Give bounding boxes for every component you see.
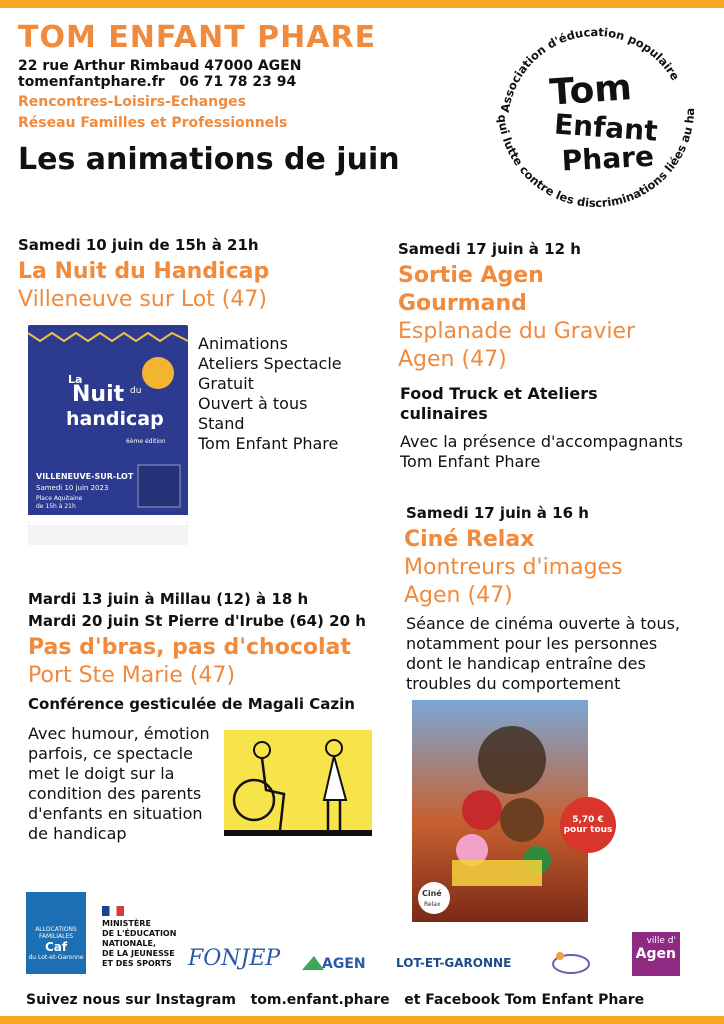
event2-highlight bbox=[400, 384, 598, 424]
event3-place-2: Agen (47) bbox=[404, 583, 513, 608]
event1-item: Ouvert à tous bbox=[198, 394, 308, 413]
ville-agen-line-2: Agen bbox=[635, 946, 676, 962]
event4-line: de handicap bbox=[28, 824, 127, 843]
poster-town: VILLENEUVE-SUR-LOT bbox=[36, 472, 134, 481]
event1-item: Gratuit bbox=[198, 374, 254, 393]
org-logo bbox=[480, 14, 710, 224]
event1-item: Stand bbox=[198, 414, 245, 433]
event2-text-2: Tom Enfant Phare bbox=[400, 452, 541, 471]
ministry-line-2: DE L'ÉDUCATION bbox=[102, 929, 177, 938]
event3-date: Samedi 17 juin à 16 h bbox=[406, 504, 589, 522]
caf-text-1: ALLOCATIONS bbox=[35, 926, 77, 933]
caf-logo bbox=[26, 892, 86, 974]
ministry-logo bbox=[102, 906, 176, 969]
facebook-handle[interactable]: Tom Enfant Phare bbox=[504, 992, 645, 1008]
event2-text-1: Avec la présence d'accompagnants bbox=[400, 432, 683, 451]
event1-items bbox=[198, 334, 342, 454]
poster-la: La bbox=[68, 373, 83, 386]
movie-poster-graphic bbox=[412, 700, 588, 922]
price-value: 5,70 € bbox=[572, 815, 604, 825]
poster-sponsors-strip bbox=[28, 525, 188, 545]
event1-item: Animations bbox=[198, 334, 288, 353]
parents-pictogram-icon bbox=[224, 730, 372, 836]
facebook-prefix: et Facebook bbox=[404, 992, 500, 1008]
poster-handicap: handicap bbox=[66, 408, 164, 430]
ville-agen-logo bbox=[632, 932, 680, 976]
event2-date: Samedi 17 juin à 12 h bbox=[398, 240, 581, 258]
ville-agen-line-1: ville d' bbox=[646, 936, 676, 946]
event2-title-2: Gourmand bbox=[398, 291, 527, 316]
movie-poster bbox=[412, 700, 588, 922]
tagline-2: Réseau Familles et Professionnels bbox=[18, 115, 288, 131]
poster-graphic bbox=[28, 325, 188, 523]
event3-line: notamment pour les personnes bbox=[406, 634, 658, 653]
logo-word-phare: Phare bbox=[560, 139, 655, 178]
event4-line: parfois, ce spectacle bbox=[28, 744, 193, 763]
poster-hours: de 15h à 21h bbox=[36, 503, 76, 510]
poster-date: Samedi 10 juin 2023 bbox=[36, 484, 109, 492]
partner-logo bbox=[548, 948, 594, 978]
event2-bold-1: Food Truck et Ateliers bbox=[400, 384, 598, 403]
page-headline: Les animations de juin bbox=[18, 142, 400, 177]
top-bar bbox=[0, 0, 724, 8]
nuit-handicap-poster bbox=[28, 325, 188, 523]
event2-desc bbox=[400, 432, 683, 472]
poster-edition: 6ème édition bbox=[126, 438, 166, 445]
agen-text: AGEN bbox=[322, 956, 366, 972]
event3-desc bbox=[406, 614, 721, 694]
event4-date-1: Mardi 13 juin à Millau (12) à 18 h bbox=[28, 590, 309, 608]
event4-subtitle: Conférence gesticulée de Magali Cazin bbox=[28, 695, 355, 713]
logo-word-enfant: Enfant bbox=[553, 107, 659, 148]
logo-word-tom: Tom bbox=[548, 67, 634, 114]
event4-line: met le doigt sur la bbox=[28, 764, 175, 783]
event2-place-1: Esplanade du Gravier bbox=[398, 319, 636, 344]
event1-item: Ateliers Spectacle bbox=[198, 354, 342, 373]
caf-text-4: du Lot-et-Garonne bbox=[28, 954, 84, 961]
logo-graphic bbox=[480, 14, 710, 224]
tagline-1: Rencontres-Loisirs-Echanges bbox=[18, 94, 246, 110]
event2-title-1: Sortie Agen bbox=[398, 263, 544, 288]
agen-agglo-logo bbox=[300, 950, 366, 978]
partner-icon bbox=[548, 948, 594, 978]
poster-place: Place Aquitaine bbox=[36, 495, 83, 502]
social-prefix: Suivez nous sur Instagram bbox=[26, 992, 236, 1008]
taglines bbox=[18, 92, 287, 134]
ministry-line-4: DE LA JEUNESSE bbox=[102, 949, 175, 958]
event3-line: troubles du comportement bbox=[406, 674, 621, 693]
event1-date: Samedi 10 juin de 15h à 21h bbox=[18, 236, 259, 254]
event4-place: Port Ste Marie (47) bbox=[28, 663, 236, 688]
event4-line: condition des parents bbox=[28, 784, 202, 803]
ministry-line-3: NATIONALE, bbox=[102, 939, 156, 948]
event3-line: Séance de cinéma ouverte à tous, bbox=[406, 614, 680, 633]
event4-line: Avec humour, émotion bbox=[28, 724, 210, 743]
event4-title: Pas d'bras, pas d'chocolat bbox=[28, 635, 351, 660]
event3-title: Ciné Relax bbox=[404, 527, 535, 552]
event1-place: Villeneuve sur Lot (47) bbox=[18, 287, 267, 312]
ministry-line-5: ET DES SPORTS bbox=[102, 959, 172, 968]
event3-place-1: Montreurs d'images bbox=[404, 555, 623, 580]
fonjep-logo: FONJEP bbox=[188, 946, 281, 971]
event2-bold-2: culinaires bbox=[400, 404, 488, 423]
event4-line: d'enfants en situation bbox=[28, 804, 203, 823]
event4-desc bbox=[28, 724, 210, 844]
event2-place-2: Agen (47) bbox=[398, 347, 507, 372]
contact-block bbox=[18, 58, 301, 90]
logo-circle-bottom: qui lutte contre les discriminations liées au ha bbox=[495, 107, 698, 211]
logo-circle-top: Association d'éducation populaire bbox=[497, 24, 683, 114]
cine-relax-cine: Ciné bbox=[422, 889, 442, 898]
event1-item: Tom Enfant Phare bbox=[198, 434, 339, 453]
parents-pictogram bbox=[224, 730, 372, 836]
poster-nuit: Nuit bbox=[72, 382, 125, 407]
cine-relax-relax: Relax bbox=[424, 901, 441, 908]
address: 22 rue Arthur Rimbaud 47000 AGEN bbox=[18, 58, 302, 74]
flag-icon bbox=[102, 906, 124, 916]
org-title: TOM ENFANT PHARE bbox=[18, 20, 377, 55]
caf-text-3: Caf bbox=[44, 940, 68, 954]
site-phone: tomenfantphare.fr 06 71 78 23 94 bbox=[18, 74, 297, 90]
ministry-line-1: MINISTÈRE bbox=[102, 919, 151, 928]
caf-text-2: FAMILIALES bbox=[38, 933, 74, 940]
event3-line: dont le handicap entraîne des bbox=[406, 654, 646, 673]
event1-title: La Nuit du Handicap bbox=[18, 259, 270, 284]
price-note: pour tous bbox=[563, 825, 613, 835]
poster-du: du bbox=[130, 386, 142, 396]
price-badge bbox=[560, 797, 616, 853]
instagram-handle[interactable]: tom.enfant.phare bbox=[250, 992, 390, 1008]
event4-date-2: Mardi 20 juin St Pierre d'Irube (64) 20 h bbox=[28, 612, 366, 630]
lot-et-garonne-logo: LOT-ET-GARONNE bbox=[396, 956, 512, 970]
bottom-bar bbox=[0, 1016, 724, 1024]
social-line bbox=[26, 992, 644, 1008]
